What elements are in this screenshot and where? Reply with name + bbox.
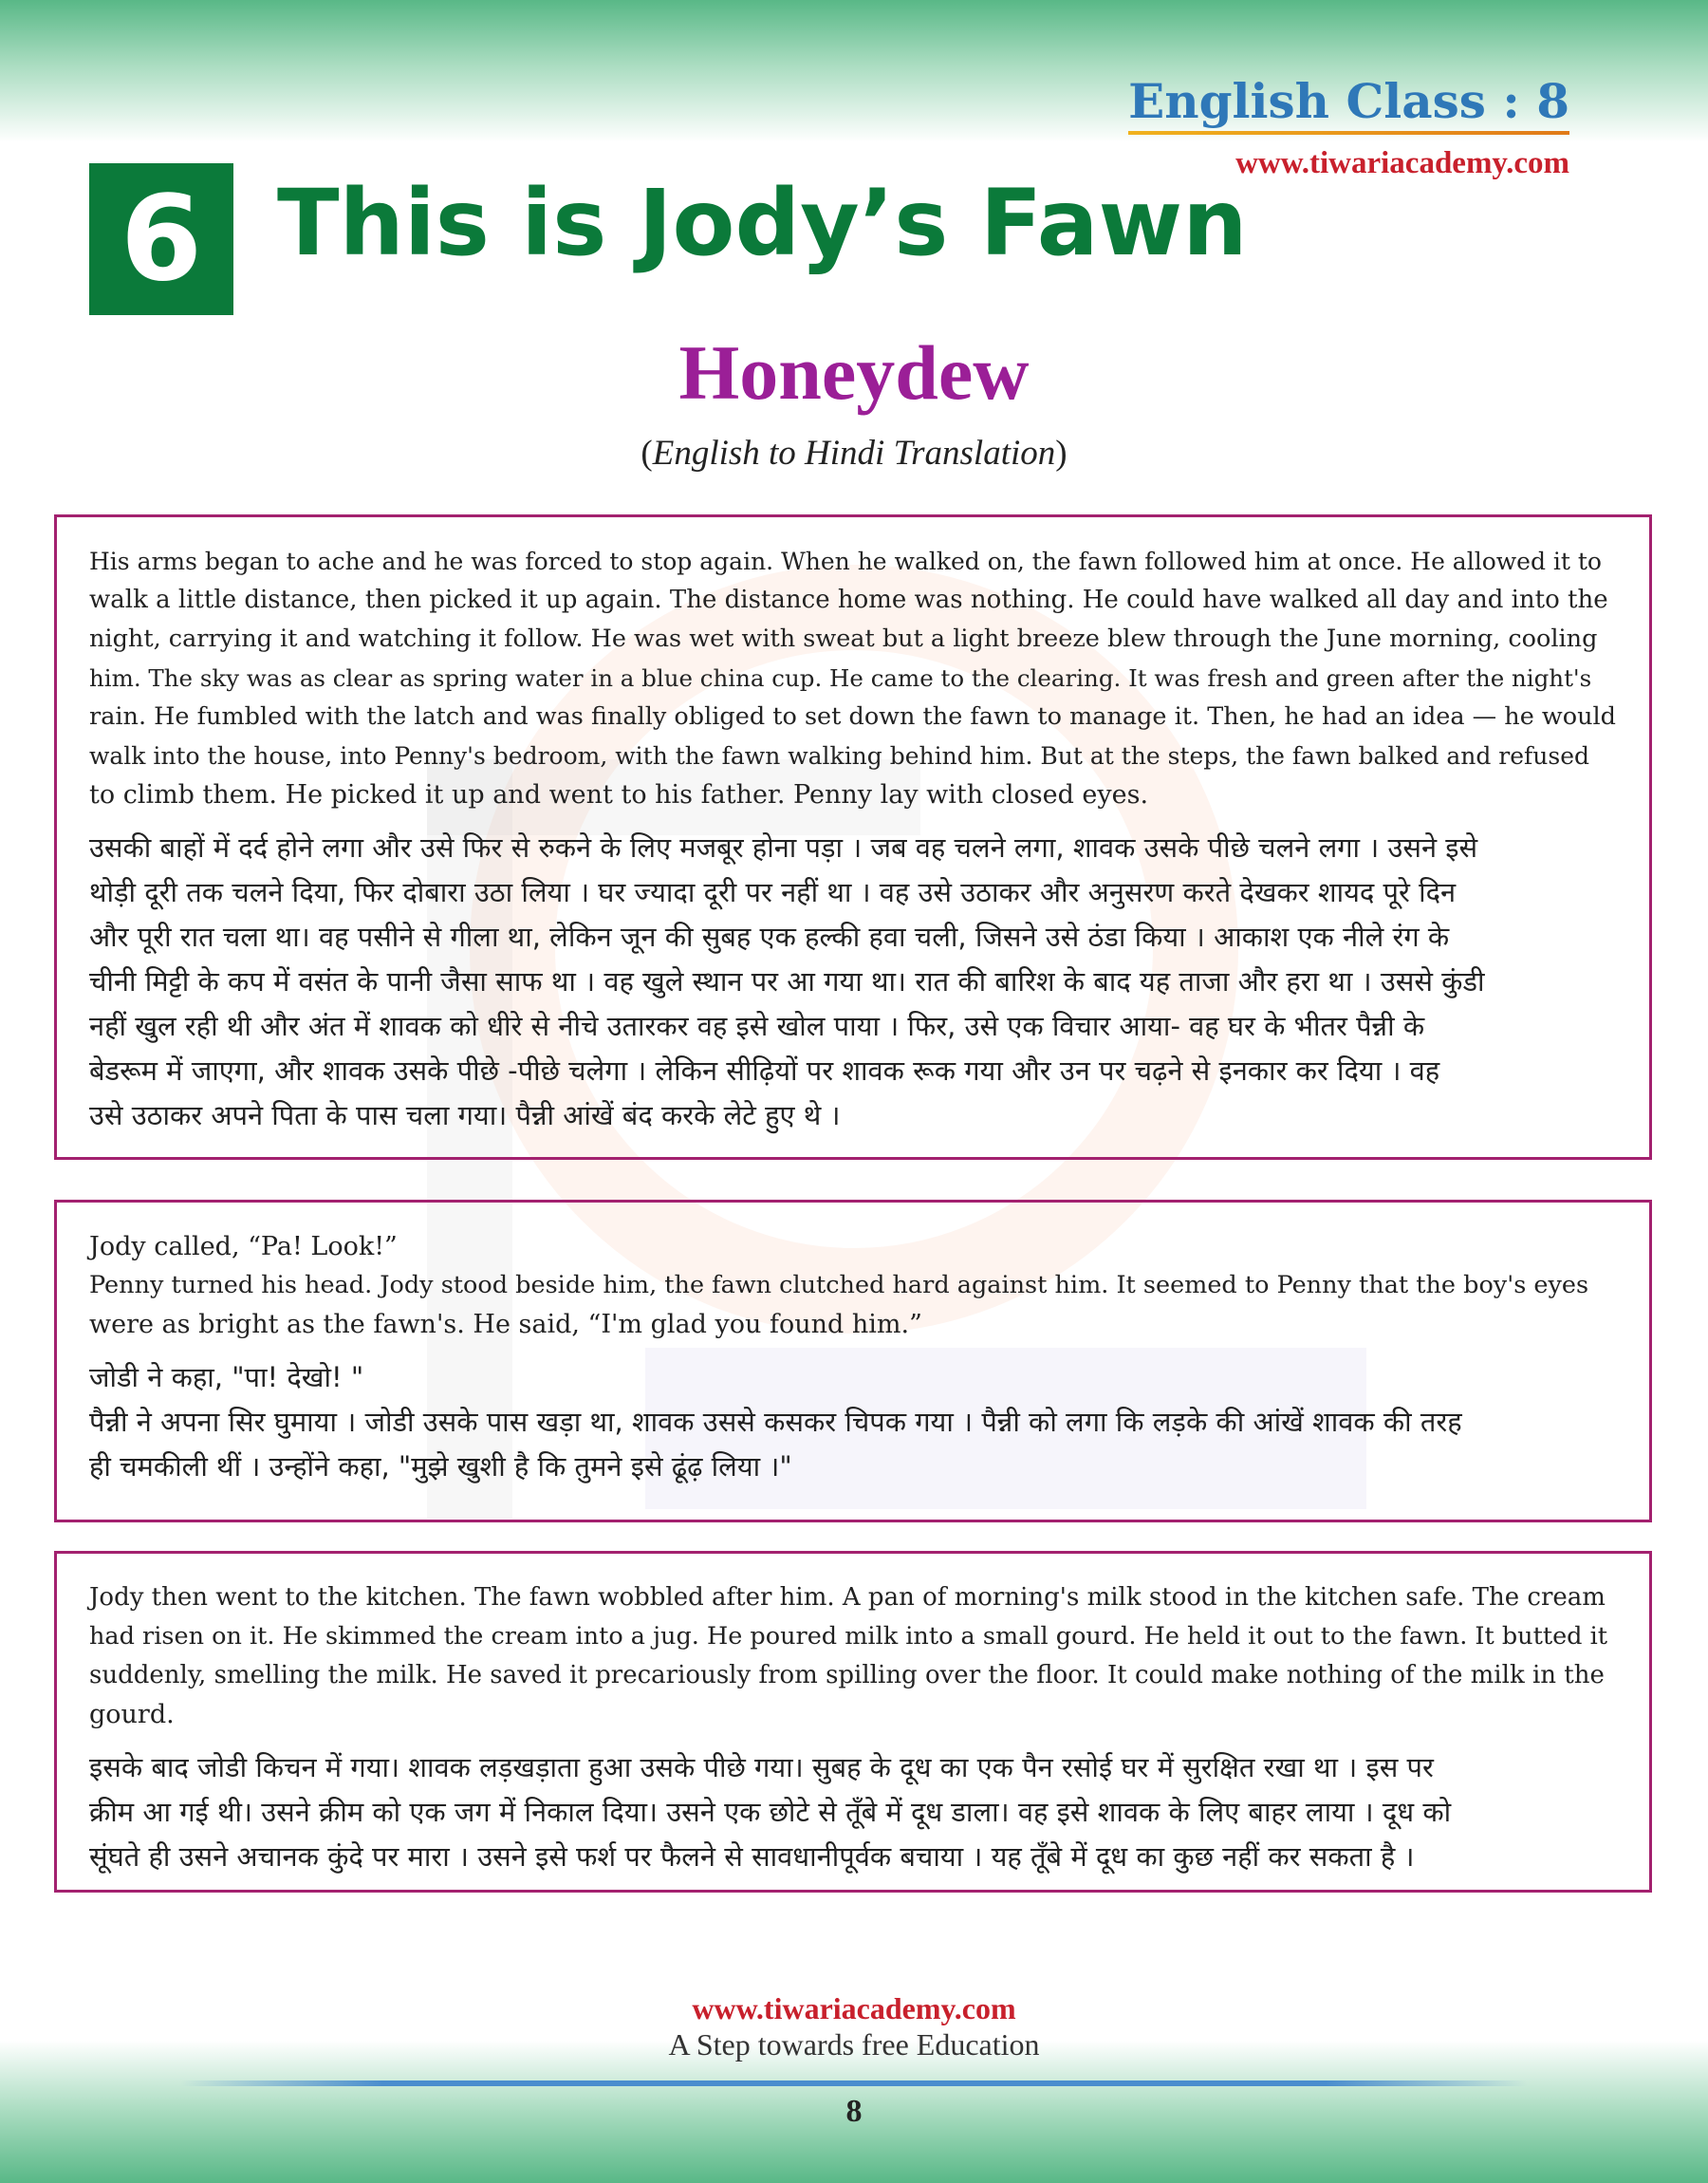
subtitle-text: English to Hindi Translation bbox=[652, 434, 1056, 473]
hindi-line: सूंघते ही उसने अचानक कुंदे पर मारा । उसने इसे फर्श पर फैलने से सावधानीपूर्वक बचाया । यह तूँबे में दूध का कुछ नहीं कर सकता है । bbox=[89, 1840, 1415, 1873]
english-line: walk into the house, into Penny's bedroom, with the fawn walking behind him. But at the steps, the fawn balked and refused bbox=[89, 742, 1590, 770]
chapter-title: This is Jody’s Fawn bbox=[277, 170, 1248, 276]
hindi-line: क्रीम आ गई थी। उसने क्रीम को एक जग में निकाल दिया। उसने एक छोटे से तूँबे में दूध डाला। वह इसे शावक के लिए बाहर लाया । दूध को bbox=[89, 1796, 1452, 1828]
english-paragraph bbox=[89, 542, 1617, 814]
hindi-line: चीनी मिट्टी के कप में वसंत के पानी जैसा साफ था । वह खुले स्थान पर आ गया था। रात की बारिश के बाद यह ताजा और हरा था । उससे कुंडी bbox=[89, 965, 1485, 998]
hindi-paragraph bbox=[89, 826, 1617, 1138]
english-line: gourd. bbox=[89, 1700, 175, 1729]
page-number: 8 bbox=[845, 2094, 863, 2129]
hindi-line: नहीं खुल रही थी और अंत में शावक को धीरे से नीचे उतारकर वह इसे खोल पाया । फिर, उसे एक विचार आया- वह घर के भीतर पैन्नी के bbox=[89, 1010, 1425, 1042]
hindi-paragraph bbox=[89, 1355, 1617, 1489]
english-line: His arms began to ache and he was forced to stop again. When he walked on, the fawn followed him at once. He allowed it to bbox=[89, 548, 1602, 575]
subtitle-open-paren: ( bbox=[640, 434, 653, 473]
hindi-line: थोड़ी दूरी तक चलने दिया, फिर दोबारा उठा लिया । घर ज्यादा दूरी पर नहीं था । वह उसे उठाकर और अनुसरण करते देखकर शायद पूरे दिन bbox=[89, 876, 1457, 908]
translation-subtitle bbox=[0, 433, 1708, 474]
english-line: night, carrying it and watching it follow. He was wet with sweat but a light breeze blew through the June morning, cooling bbox=[89, 625, 1598, 653]
hindi-line: इसके बाद जोडी किचन में गया। शावक लड़खड़ाता हुआ उसके पीछे गया। सुबह के दूध का एक पैन रसोई घर में सुरक्षित रखा था । इस पर bbox=[89, 1751, 1434, 1783]
translation-section-2 bbox=[54, 1200, 1652, 1522]
english-line: were as bright as the fawn's. He said, “I'm glad you found him.” bbox=[89, 1310, 922, 1339]
english-line: him. The sky was as clear as spring water in a blue china cup. He came to the clearing. It was fresh and green after the night's bbox=[89, 664, 1592, 692]
subtitle-close-paren: ) bbox=[1055, 434, 1068, 473]
translation-section-1 bbox=[54, 514, 1652, 1160]
class-label: English Class : 8 bbox=[1128, 78, 1569, 135]
footer-divider bbox=[180, 2080, 1528, 2086]
english-line: Penny turned his head. Jody stood beside him, the fawn clutched hard against him. It seemed to Penny that the boy's eyes bbox=[89, 1271, 1589, 1299]
header-site-url[interactable]: www.tiwariacademy.com bbox=[1235, 146, 1569, 180]
header-brand bbox=[1128, 73, 1569, 181]
english-line: Jody called, “Pa! Look!” bbox=[89, 1232, 398, 1261]
english-paragraph bbox=[89, 1227, 1617, 1344]
footer-tagline: A Step towards free Education bbox=[668, 2027, 1040, 2062]
english-line: Jody then went to the kitchen. The fawn wobbled after him. A pan of morning's milk stood in the kitchen safe. The cream bbox=[89, 1583, 1606, 1612]
english-line: rain. He fumbled with the latch and was finally obliged to set down the fawn to manage it. Then, he had an idea — he would bbox=[89, 702, 1616, 731]
hindi-line: बेडरूम में जाएगा, और शावक उसके पीछे -पीछे चलेगा । लेकिन सीढ़ियों पर शावक रूक गया और उन पर चढ़ने से इनकार कर दिया । वह bbox=[89, 1054, 1440, 1087]
footer-site-url[interactable]: www.tiwariacademy.com bbox=[692, 1991, 1016, 2025]
hindi-line: और पूरी रात चला था। वह पसीने से गीला था, लेकिन जून की सुबह एक हल्की हवा चली, जिसने उसे ठंडा किया । आकाश एक नीले रंग के bbox=[89, 921, 1450, 953]
english-line: suddenly, smelling the milk. He saved it precariously from spilling over the floor. It could make nothing of the milk in the bbox=[89, 1661, 1605, 1689]
english-paragraph bbox=[89, 1578, 1617, 1734]
hindi-line: जोडी ने कहा, "पा! देखो! " bbox=[89, 1361, 364, 1393]
english-line: walk a little distance, then picked it up again. The distance home was nothing. He could have walked all day and into the bbox=[89, 586, 1608, 614]
english-line: had risen on it. He skimmed the cream into a jug. He poured milk into a small gourd. He held it out to the fawn. It butted it bbox=[89, 1622, 1608, 1651]
english-line: to climb them. He picked it up and went to his father. Penny lay with closed eyes. bbox=[89, 780, 1149, 810]
translation-section-3 bbox=[54, 1551, 1652, 1893]
book-title: Honeydew bbox=[678, 329, 1030, 416]
hindi-line: पैन्नी ने अपना सिर घुमाया । जोडी उसके पास खड़ा था, शावक उससे कसकर चिपक गया । पैन्नी को लगा कि लड़के की आंखें शावक की तरह bbox=[89, 1406, 1462, 1438]
hindi-line: ही चमकीली थीं । उन्होंने कहा, "मुझे खुशी है कि तुमने इसे ढूंढ़ लिया ।" bbox=[89, 1450, 792, 1483]
hindi-paragraph bbox=[89, 1745, 1617, 1879]
hindi-line: उसकी बाहों में दर्द होने लगा और उसे फिर से रुकने के लिए मजबूर होना पड़ा । जब वह चलने लगा, शावक उसके पीछे चलने लगा । उसने इसे bbox=[89, 831, 1478, 864]
hindi-line: उसे उठाकर अपने पिता के पास चला गया। पैन्नी आंखें बंद करके लेटे हुए थे । bbox=[89, 1099, 841, 1131]
chapter-number-badge: 6 bbox=[89, 163, 233, 315]
